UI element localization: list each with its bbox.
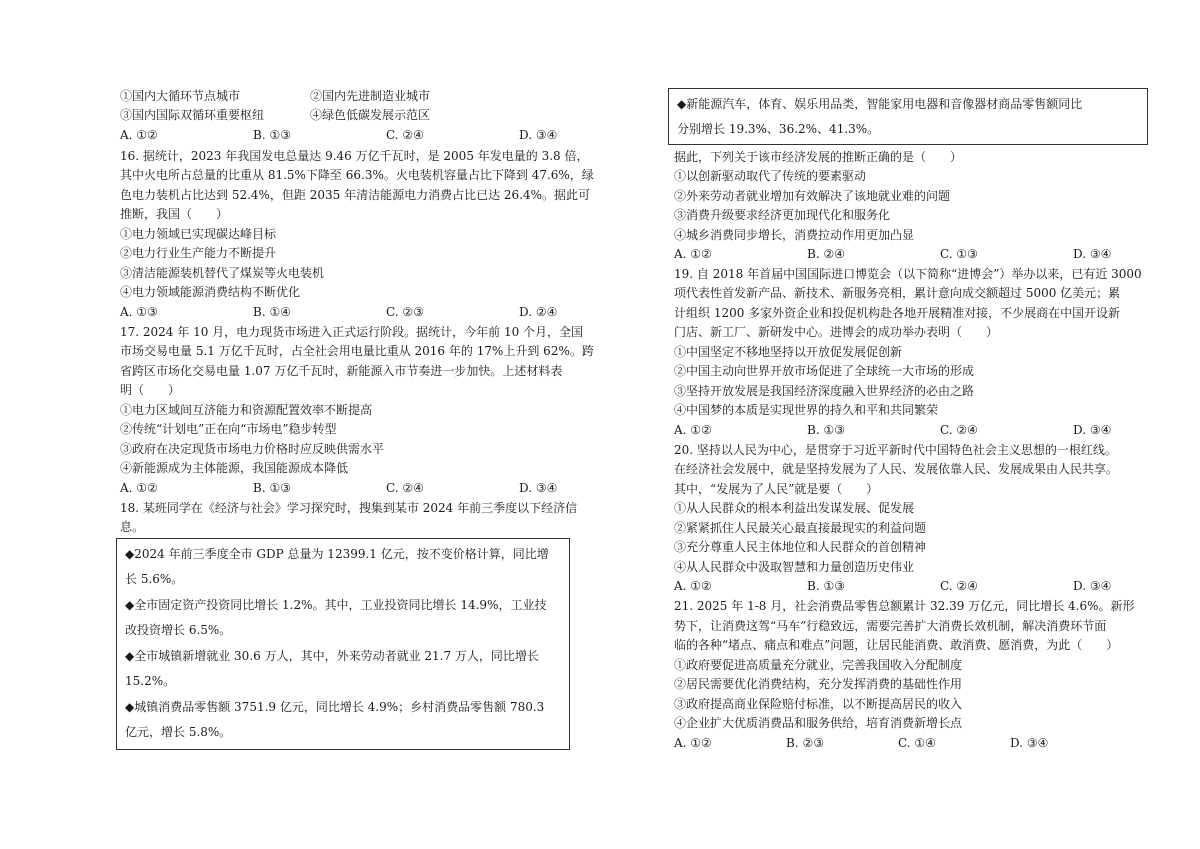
- info-line: 亿元，增长 5.8%。: [125, 725, 232, 739]
- choice-c: C. ②④: [940, 423, 978, 437]
- question-18-stem: 息。: [120, 520, 145, 534]
- choice-a: A. ①②: [674, 423, 712, 437]
- choice-a: A. ①②: [120, 128, 158, 142]
- question-18-prompt: 据此，下列关于该市经济发展的推断正确的是（ ）: [674, 150, 963, 164]
- question-21-item: ④企业扩大优质消费品和服务供给，培育消费新增长点: [674, 716, 963, 730]
- option-4: ④绿色低碳发展示范区: [310, 108, 431, 122]
- choice-c: C. ②④: [386, 481, 424, 495]
- choice-c: C. ②③: [386, 305, 424, 319]
- choice-c: C. ②④: [940, 579, 978, 593]
- question-19-stem: 门店、新工厂、新研发中心。进博会的成功举办表明（ ）: [674, 325, 999, 339]
- choice-d: D. ③④: [519, 481, 558, 495]
- question-16-stem: 16. 据统计，2023 年我国发电总量达 9.46 万亿千瓦时，是 2005 年发电量的 3.8 倍，: [120, 149, 589, 163]
- info-line: 分别增长 19.3%、36.2%、41.3%。: [677, 122, 880, 136]
- question-16-stem: 其中火电所占总量的比重从 81.5%下降至 66.3%。火电装机容量占比下降到 47.6%，绿: [120, 168, 594, 182]
- choice-a: A. ①②: [674, 247, 712, 261]
- question-16-item: ①电力领域已实现碳达峰目标: [120, 227, 277, 241]
- choice-c: C. ①④: [898, 736, 936, 750]
- question-21-stem: 21. 2025 年 1-8 月，社会消费品零售总额累计 32.39 万亿元，同比增长 4.6%。新形: [674, 599, 1135, 613]
- question-20-stem: 20. 坚持以人民为中心，是贯穿于习近平新时代中国特色社会主义思想的一根红线。: [674, 443, 1117, 457]
- question-21-item: ③政府提高商业保险赔付标准，以不断提高居民的收入: [674, 697, 963, 711]
- info-line: 15.2%。: [125, 674, 176, 688]
- info-line: ◆2024 年前三季度全市 GDP 总量为 12399.1 亿元，按不变价格计算，同比增: [125, 547, 549, 561]
- question-17-item: ②传统“计划电”正在向“市场电”稳步转型: [120, 422, 337, 436]
- choice-d: D. ③④: [1073, 247, 1112, 261]
- question-17-item: ①电力区域间互济能力和资源配置效率不断提高: [120, 403, 373, 417]
- choice-d: D. ③④: [1010, 736, 1049, 750]
- choice-c: C. ②④: [386, 128, 424, 142]
- question-16-stem: 推断，我国（ ）: [120, 207, 229, 221]
- question-18-item: ④城乡消费同步增长，消费拉动作用更加凸显: [674, 228, 915, 242]
- info-line: 改投资增长 6.5%。: [125, 623, 232, 637]
- question-20-stem: 在经济社会发展中，就是坚持发展为了人民、发展依靠人民、发展成果由人民共享。: [674, 462, 1119, 476]
- choice-d: D. ③④: [1073, 579, 1112, 593]
- question-16-item: ③清洁能源装机替代了煤炭等火电装机: [120, 266, 325, 280]
- info-line: ◆全市固定资产投资同比增长 1.2%。其中，工业投资同比增长 14.9%，工业技: [125, 598, 547, 612]
- option-2: ②国内先进制造业城市: [310, 89, 431, 103]
- question-21-stem: 势下，让消费这驾“马车”行稳致远，需要完善扩大消费长效机制，解决消费环节面: [674, 619, 1107, 633]
- question-17-item: ③政府在决定现货市场电力价格时应反映供需水平: [120, 442, 385, 456]
- option-1: ①国内大循环节点城市: [120, 89, 241, 103]
- economic-info-box-continued: [668, 88, 1148, 145]
- choice-b: B. ①③: [253, 128, 291, 142]
- question-17-item: ④新能源成为主体能源，我国能源成本降低: [120, 461, 349, 475]
- question-17-stem: 市场交易电量 5.1 万亿千瓦时，占全社会用电量比重从 2016 年的 17%上升到 62%。跨: [120, 344, 594, 358]
- info-line: ◆新能源汽车，体育、娱乐用品类，智能家用电器和音像器材商品零售额同比: [677, 97, 1083, 111]
- choice-a: A. ①②: [674, 579, 712, 593]
- question-19-item: ②中国主动向世界开放市场促进了全球统一大市场的形成: [674, 364, 975, 378]
- choice-d: D. ③④: [1073, 423, 1112, 437]
- question-18-stem: 18. 某班同学在《经济与社会》学习探究时，搜集到某市 2024 年前三季度以下经济信: [120, 501, 578, 515]
- question-17-stem: 省跨区市场化交易电量 1.07 万亿千瓦时，新能源入市节奏进一步加快。上述材料表: [120, 364, 563, 378]
- question-19-item: ①中国坚定不移地坚持以开放促发展促创新: [674, 345, 903, 359]
- question-20-item: ③充分尊重人民主体地位和人民群众的首创精神: [674, 540, 927, 554]
- choice-b: B. ②④: [807, 247, 845, 261]
- question-20-stem: 其中，“发展为了人民”就是要（ ）: [674, 482, 879, 496]
- question-20-item: ②紧紧抓住人民最关心最直接最现实的利益问题: [674, 521, 927, 535]
- choice-b: B. ①③: [807, 423, 845, 437]
- question-21-item: ②居民需要优化消费结构，充分发挥消费的基础性作用: [674, 677, 963, 691]
- question-20-item: ④从人民群众中汲取智慧和力量创造历史伟业: [674, 560, 915, 574]
- question-19-stem: 19. 自 2018 年首届中国国际进口博览会（以下简称“进博会”）举办以来，已有近 3000: [674, 267, 1142, 281]
- question-21-item: ①政府要促进高质量充分就业，完善我国收入分配制度: [674, 658, 963, 672]
- question-19-stem: 项代表性首发新产品、新技术、新服务亮相，累计意向成交额超过 5000 亿美元；累: [674, 286, 1121, 300]
- question-16-item: ④电力领域能源消费结构不断优化: [120, 285, 301, 299]
- question-18-item: ③消费升级要求经济更加现代化和服务化: [674, 208, 891, 222]
- economic-info-box: [116, 538, 570, 750]
- question-17-stem: 明（ ）: [120, 383, 181, 397]
- question-18-item: ①以创新驱动取代了传统的要素驱动: [674, 169, 867, 183]
- choice-d: D. ③④: [519, 128, 558, 142]
- question-21-stem: 临的各种“堵点、痛点和难点”问题，让居民能消费、敢消费、愿消费，为此（ ）: [674, 638, 1119, 652]
- question-18-item: ②外来劳动者就业增加有效解决了该地就业难的问题: [674, 189, 951, 203]
- choice-b: B. ①③: [253, 481, 291, 495]
- question-16-item: ②电力行业生产能力不断提升: [120, 246, 277, 260]
- info-line: ◆全市城镇新增就业 30.6 万人，其中，外来劳动者就业 21.7 万人，同比增长: [125, 649, 539, 663]
- choice-c: C. ①③: [940, 247, 978, 261]
- choice-d: D. ②④: [519, 305, 558, 319]
- choice-a: A. ①②: [674, 736, 712, 750]
- choice-b: B. ①③: [807, 579, 845, 593]
- question-19-item: ④中国梦的本质是实现世界的持久和平和共同繁荣: [674, 403, 939, 417]
- info-line: ◆城镇消费品零售额 3751.9 亿元，同比增长 4.9%；乡村消费品零售额 780.3: [125, 700, 545, 714]
- choice-b: B. ①④: [253, 305, 291, 319]
- question-20-item: ①从人民群众的根本利益出发谋发展、促发展: [674, 501, 915, 515]
- question-19-stem: 计组织 1200 多家外资企业和投促机构赴各地开展精准对接，不少展商在中国开设新: [674, 306, 1121, 320]
- choice-b: B. ②③: [786, 736, 824, 750]
- choice-a: A. ①②: [120, 481, 158, 495]
- option-3: ③国内国际双循环重要枢纽: [120, 108, 265, 122]
- question-19-item: ③坚持开放发展是我国经济深度融入世界经济的必由之路: [674, 384, 975, 398]
- question-16-stem: 色电力装机占比达到 52.4%，但距 2035 年清洁能源电力消费占比已达 26.4%。据此可: [120, 188, 591, 202]
- question-17-stem: 17. 2024 年 10 月，电力现货市场进入正式运行阶段。据统计，今年前 10 个月，全国: [120, 325, 584, 339]
- info-line: 长 5.6%。: [125, 572, 184, 586]
- choice-a: A. ①③: [120, 305, 158, 319]
